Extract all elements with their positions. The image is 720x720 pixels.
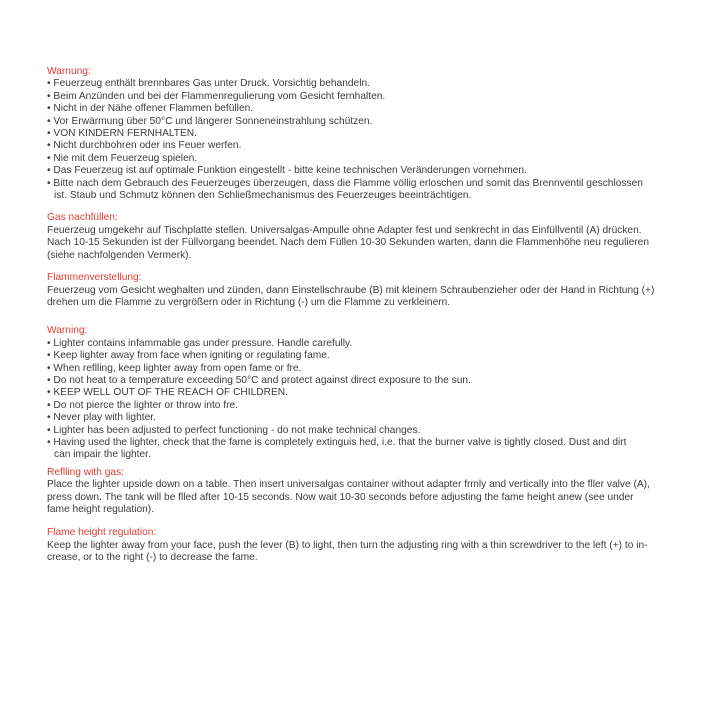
text-line-content: (siehe nachfolgenden Vermerk). [47,249,192,261]
text-line-content: Nie mit dem Feuerzeug spielen. [53,152,198,164]
text-line-content: Keep lighter away from face when igniting or regulating fame. [53,350,330,362]
text-line [47,103,687,115]
text-line [47,225,687,237]
text-line [47,449,687,461]
text-line-content: Place the lighter upside down on a table. Then insert universalgas container without adapter frmly and vertically into the fller valve (A), [47,479,650,491]
text-line [47,140,687,152]
bullet-icon: • [47,177,54,189]
text-line [47,425,687,437]
section-heading: Warnung: [47,66,91,77]
section-heading: Warning: [47,325,88,337]
bullet-icon: • [47,165,54,177]
bullet-icon: • [47,374,54,386]
text-line [47,412,687,424]
text-line [47,540,687,552]
section-heading: Flame height regulation: [47,527,157,539]
text-line [47,552,687,564]
text-line-content: Lighter has been adjusted to perfect functioning - do not make technical changes. [53,424,421,436]
text-line-content: can impair the lighter. [54,449,151,461]
text-line [47,492,687,504]
bullet-icon: • [47,90,54,102]
text-line [47,375,687,387]
text-line [47,153,687,165]
text-line [47,91,687,103]
text-line-content: When reflling, keep lighter away from open fame or fre. [53,362,302,374]
section [47,66,687,202]
section-heading: Flammenverstellung: [47,272,142,284]
bullet-icon: • [47,115,54,127]
section-heading: Reflling with gas: [47,466,125,478]
bullet-icon: • [47,152,54,164]
text-line-content: Never play with lighter. [53,412,156,424]
section [47,212,687,262]
text-line [47,78,687,90]
text-line-content: Nicht durchbohren oder ins Feuer werfen. [53,140,242,152]
text-line [47,178,687,190]
text-line-content: Vor Erwärmung über 50°C und längerer Sonneneinstrahlung schützen. [53,115,373,127]
text-line [47,297,687,309]
text-line-content: Keep the lighter away from your face, push the lever (B) to light, then turn the adjusting ring with a thin screwdriver to the left (+) to in- [47,539,648,551]
text-line [47,250,687,262]
text-line [47,128,687,140]
section [47,467,687,517]
text-line-content: Do not pierce the lighter or throw into fre. [53,399,239,411]
text-line [47,363,687,375]
section [47,325,687,461]
text-line-content: Lighter contains infammable gas under pressure. Handle carefully. [53,337,353,349]
text-line-content: Feuerzeug umgekehr auf Tischplatte stellen. Universalgas-Ampulle ohne Adapter fest und senkrecht in das Einfüllventil (A) drücken. [47,224,642,236]
bullet-icon: • [47,399,54,411]
text-line [47,387,687,399]
section [47,272,687,309]
text-line [47,116,687,128]
section [47,527,687,564]
text-line-content: Nach 10-15 Sekunden ist der Füllvorgang beendet. Nach dem Füllen 10-30 Sekunden warten, dann die Flammenhöhe neu regulieren [47,237,650,249]
text-line [47,479,687,491]
text-line [47,165,687,177]
text-line [47,400,687,412]
text-line-content: KEEP WELL OUT OF THE REACH OF CHILDREN. [53,387,288,399]
text-line [47,338,687,350]
bullet-icon: • [47,436,54,448]
bullet-icon: • [47,78,54,90]
text-line-content: drehen um die Flamme zu vergrößern oder in Richtung (-) um die Flamme zu verkleinern. [47,296,451,308]
text-line-content: Beim Anzünden und bei der Flammenregulierung vom Gesicht fernhalten. [53,90,386,102]
section-heading: Gas nachfüllen: [47,212,118,224]
bullet-icon: • [47,128,54,140]
bullet-icon: • [47,412,54,424]
text-line [47,285,687,297]
bullet-icon: • [47,387,54,399]
text-line-content: ist. Staub und Schmutz können den Schließmechanismus des Feuerzeuges beeinträchtigen. [54,190,472,202]
text-line-content: Feuerzeug enthält brennbares Gas unter Druck. Vorsichtig behandeln. [53,78,370,90]
text-line [47,350,687,362]
text-line [47,190,687,202]
bullet-icon: • [47,140,54,152]
text-line-content: Das Feuerzeug ist auf optimale Funktion eingestellt - bitte keine technischen Veränderungen vornehmen. [53,165,527,177]
bullet-icon: • [47,103,54,115]
text-line-content: Nicht in der Nähe offener Flammen befüllen. [53,103,254,115]
text-line-content: fame height regulation). [47,504,155,515]
text-line [47,437,687,449]
text-line [47,504,687,516]
text-line-content: press down. The tank will be flled after 10-15 seconds. Now wait 10-30 seconds before adjusting the fame height anew (see under [47,491,634,503]
bullet-icon: • [47,362,54,374]
bullet-icon: • [47,424,54,436]
bullet-icon: • [47,337,54,349]
text-line-content: Bitte nach dem Gebrauch des Feuerzeuges überzeugen, dass die Flamme völlig erloschen und somit das Brennventil geschlossen [53,177,643,189]
bullet-icon: • [47,350,54,362]
instruction-sheet [47,66,687,565]
text-line [47,237,687,249]
text-line-content: Feuerzeug vom Gesicht weghalten und zünden, dann Einstellschraube (B) mit kleinem Schraubenzieher oder der Hand in Richtung (+) [47,284,655,296]
text-line-content: VON KINDERN FERNHALTEN. [53,128,197,140]
text-line-content: Do not heat to a temperature exceeding 50°C and protect against direct exposure to the sun. [53,374,471,386]
text-line-content: Having used the lighter, check that the fame is completely extinguis hed, i.e. that the burner valve is tightly closed. Dust and dirt [53,436,627,448]
text-line-content: crease, or to the right (-) to decrease the fame. [47,552,258,564]
